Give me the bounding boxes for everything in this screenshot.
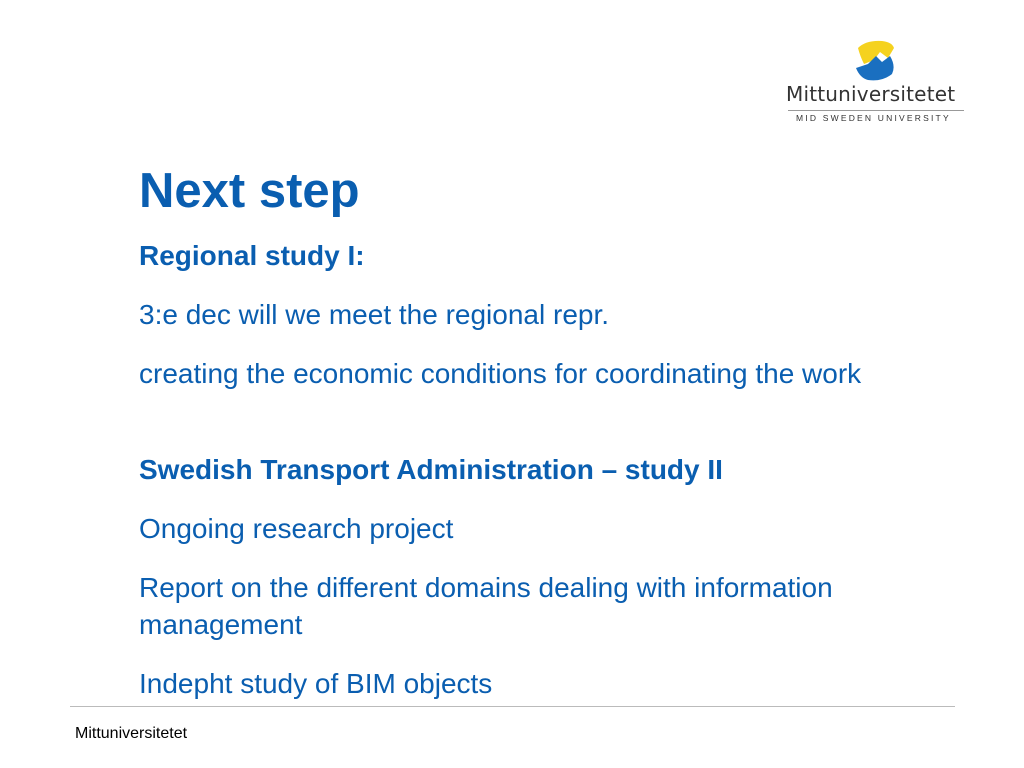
slide-title: Next step bbox=[139, 164, 360, 218]
heading-regional-study: Regional study I: bbox=[139, 240, 365, 271]
bullet-report-domains: Report on the different domains dealing with information management bbox=[139, 572, 833, 640]
bullet-meeting: 3:e dec will we meet the regional repr. bbox=[139, 299, 610, 330]
bullet-bim-study: Indepht study of BIM objects bbox=[139, 668, 493, 699]
footer-divider bbox=[70, 706, 955, 707]
bullet-economic-conditions: creating the economic conditions for coordinating the work bbox=[139, 358, 862, 389]
logo-mark-icon bbox=[852, 38, 898, 82]
heading-transport-study: Swedish Transport Administration – study II bbox=[139, 454, 723, 485]
logo-subtitle: MID SWEDEN UNIVERSITY bbox=[796, 113, 951, 123]
logo-divider bbox=[788, 110, 964, 111]
footer-text: Mittuniversitetet bbox=[75, 725, 188, 742]
university-logo bbox=[786, 38, 966, 128]
logo-name: Mittuniversitetet bbox=[786, 82, 956, 106]
bullet-ongoing-research: Ongoing research project bbox=[139, 513, 454, 544]
